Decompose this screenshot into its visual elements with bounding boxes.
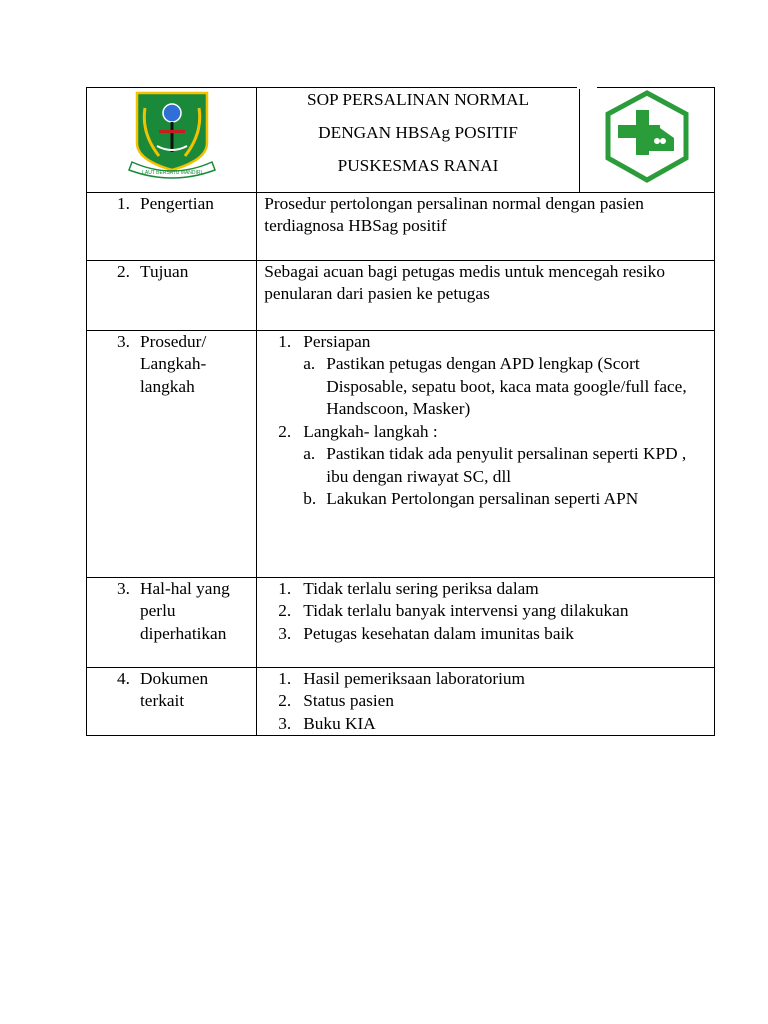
puskesmas-logo-icon <box>580 88 715 185</box>
row-label: Dokumen terkait <box>140 668 209 710</box>
row-content-cell <box>257 192 715 260</box>
row-hal-hal <box>87 577 715 667</box>
right-logo-cell <box>579 88 714 193</box>
list-item: Langkah- langkah : <box>303 421 438 441</box>
left-logo-cell <box>87 88 257 193</box>
title-line-2: DENGAN HBSAg POSITIF <box>318 123 518 142</box>
sop-table <box>86 87 715 736</box>
row-content-cell: 1. Persiapan a. Pastikan petugas dengan APD lengkap (Scort Disposable, sepatu boot, kaca mata google/full face, Handscoon, Masker) 2. Langkah- langkah : a. Pastikan tidak ada penyulit persalinan seperti KPD , ibu dengan riwayat SC, dll b. Lakukan Pertolongan persalinan seperti APN <box>257 330 715 577</box>
row-prosedur <box>87 330 715 577</box>
row-content-cell <box>257 260 715 330</box>
border-gap <box>577 86 597 89</box>
svg-text:LAUT BERSATU MANDIRI: LAUT BERSATU MANDIRI <box>142 170 202 176</box>
row-label: Pengertian <box>140 193 214 213</box>
row-label-cell: 2. Tujuan <box>87 260 257 330</box>
header-row <box>87 88 715 193</box>
list-item: Tidak terlalu banyak intervensi yang dilakukan <box>303 601 629 620</box>
list-item: Pastikan tidak ada penyulit persalinan seperti KPD , ibu dengan riwayat SC, dll <box>326 444 687 486</box>
list-item: Hasil pemeriksaan laboratorium <box>303 668 525 688</box>
row-tujuan <box>87 260 715 330</box>
regional-emblem-icon <box>87 88 257 185</box>
row-label: Hal-hal yang perlu diperhatikan <box>140 578 230 643</box>
list-item: Pastikan petugas dengan APD lengkap (Scort Disposable, sepatu boot, kaca mata google/full face, Handscoon, Masker) <box>326 354 687 418</box>
row-text: Prosedur pertolongan persalinan normal dengan pasien terdiagnosa HBSag positif <box>264 193 644 235</box>
row-dokumen <box>87 667 715 736</box>
row-content-cell: 1. Tidak terlalu sering periksa dalam 2. Tidak terlalu banyak intervensi yang dilakukan 3. Petugas kesehatan dalam imunitas baik <box>257 577 715 667</box>
row-text: Sebagai acuan bagi petugas medis untuk mencegah resiko penularan dari pasien ke petugas <box>264 261 665 303</box>
list-item: Status pasien <box>303 691 394 710</box>
row-label-cell: 1. Pengertian <box>87 192 257 260</box>
list-item: Petugas kesehatan dalam imunitas baik <box>303 623 574 643</box>
row-label-cell: 3. Hal-hal yang perlu diperhatikan <box>87 577 257 667</box>
list-item: Lakukan Pertolongan persalinan seperti APN <box>326 489 639 508</box>
row-content-cell: 1. Hasil pemeriksaan laboratorium 2. Status pasien 3. Buku KIA <box>257 667 715 736</box>
title-line-3: PUSKESMAS RANAI <box>337 156 499 175</box>
list-item: Tidak terlalu sering periksa dalam <box>303 578 539 598</box>
row-label: Prosedur/ Langkah-langkah <box>140 331 207 396</box>
list-item: Persiapan <box>303 331 371 351</box>
row-label-cell: 4. Dokumen terkait <box>87 667 257 736</box>
row-label-cell: 3. Prosedur/ Langkah-langkah <box>87 330 257 577</box>
title-line-1: SOP PERSALINAN NORMAL <box>306 90 530 109</box>
sop-document <box>86 87 715 736</box>
list-item: Buku KIA <box>303 713 376 733</box>
row-label: Tujuan <box>140 261 189 281</box>
document-title <box>257 88 580 193</box>
row-pengertian <box>87 192 715 260</box>
